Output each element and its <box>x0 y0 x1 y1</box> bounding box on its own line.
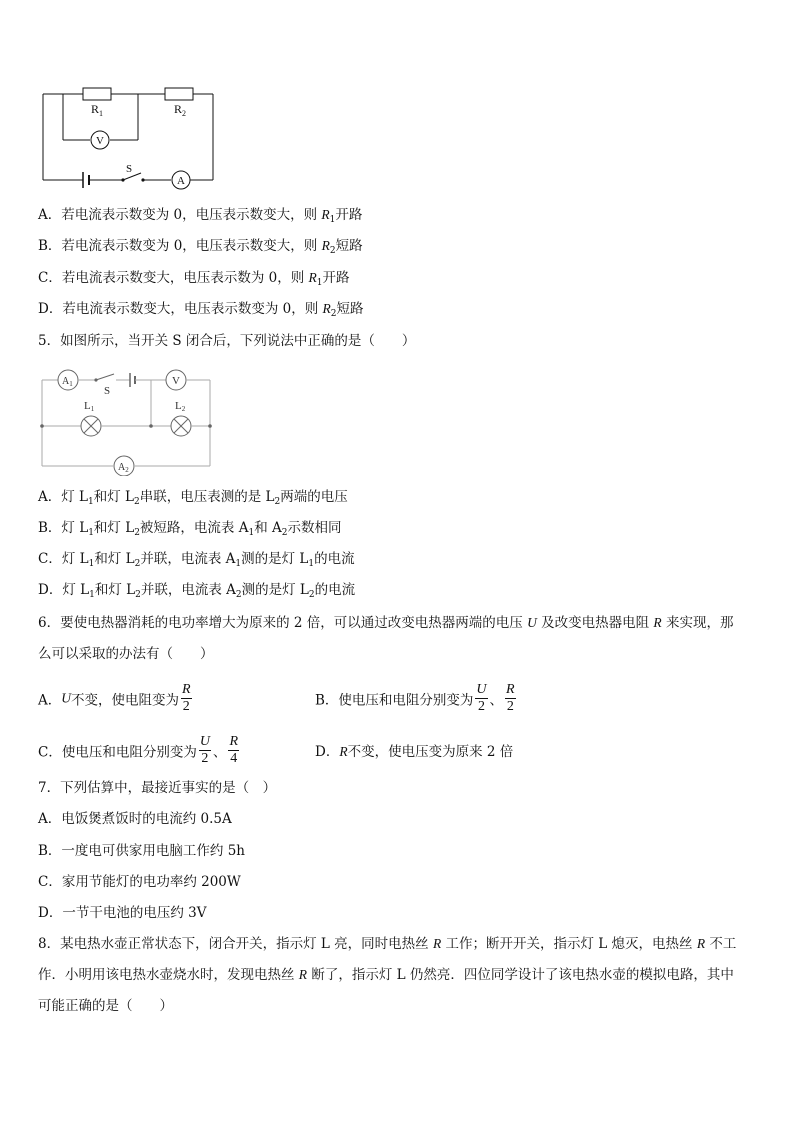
q5-stem: 5．如图所示，当开关 S 闭合后，下列说法中正确的是（ ） <box>38 333 416 349</box>
fraction-u-over-2: $\frac{U}{2}$ <box>476 682 487 714</box>
a2-label: A <box>118 462 126 473</box>
svg-text:L1 <box>84 400 95 413</box>
voltmeter-v-label: V <box>172 375 180 387</box>
l1-sub: 1 <box>90 405 95 413</box>
a1-label: A <box>62 376 70 387</box>
q7-option-b: B．一度电可供家用电脑工作约 5h <box>38 843 245 859</box>
q6-option-a: A．U不变，使电阻变为 $\frac{R}{2}$ <box>38 682 191 714</box>
circuit-figure-1 <box>38 82 218 190</box>
svg-text:R1 <box>91 102 103 118</box>
q5-option-c: C．灯 $L_1$和灯 $L_2$并联，电流表 $A_1$测的是灯 $L_1$的电流 <box>38 551 355 569</box>
q7-option-d: D．一节干电池的电压约 3V <box>38 905 207 921</box>
q7-option-c: C．家用节能灯的电功率约 200W <box>38 874 241 890</box>
voltmeter-label: V <box>96 135 104 147</box>
fraction-r-over-2: $\frac{R}{2}$ <box>182 682 191 714</box>
l2-label: L <box>175 400 182 412</box>
a1-sub: 1 <box>69 380 73 388</box>
q7-option-a: A．电饭煲煮饭时的电流约 0.5A <box>38 811 232 827</box>
q4-option-b: B．若电流表示数变为 0，电压表示数变大，则 $R_2$短路 <box>38 238 363 256</box>
fraction-r-over-2: $\frac{R}{2}$ <box>506 682 515 714</box>
svg-text:L2 <box>175 400 186 413</box>
q4-option-c: C．若电流表示数变大，电压表示数为 0，则 $R_1$开路 <box>38 270 350 288</box>
a2-sub: 2 <box>125 466 129 474</box>
svg-text:A2 <box>118 462 129 474</box>
q5-option-d: D．灯 $L_1$和灯 $L_2$并联，电流表 $A_2$测的是灯 $L_2$的电流 <box>38 582 356 600</box>
q5-option-b: B．灯 $L_1$和灯 $L_2$被短路，电流表 $A_1$和 $A_2$示数相同 <box>38 520 342 538</box>
q8-stem-line-2: 作．小明用该电热水壶烧水时，发现电热丝 R 断了，指示灯 L 仍然亮．四位同学设计了该电热水壶的模拟电路，其中 <box>38 967 734 983</box>
q6-option-c: C．使电压和电阻分别变为 $\frac{U}{2}$ 、 $\frac{R}{4}$ <box>38 734 239 766</box>
q6-option-d: D．R不变，使电压变为原来 2 倍 <box>315 744 514 760</box>
l1-label: L <box>84 400 91 412</box>
q5-option-a: A．灯 $L_1$和灯 $L_2$串联，电压表测的是 $L_2$两端的电压 <box>38 489 348 507</box>
fraction-r-over-4: $\frac{R}{4}$ <box>229 734 239 766</box>
q4-option-d: D．若电流表示数变大，电压表示数变为 0，则 $R_2$短路 <box>38 301 364 319</box>
svg-text:A1 <box>62 376 73 388</box>
r2-label: R <box>174 102 183 116</box>
switch-label: S <box>126 163 133 175</box>
q7-stem: 7．下列估算中，最接近事实的是（ ） <box>38 780 277 796</box>
q8-stem-line-3: 可能正确的是（ ） <box>38 998 173 1014</box>
circuit-figure-2 <box>38 366 218 476</box>
l2-sub: 2 <box>181 405 186 413</box>
svg-text:R2 <box>174 102 186 118</box>
q6-stem-line-2: 么可以采取的办法有（ ） <box>38 646 214 662</box>
r1-sub: 1 <box>99 109 104 118</box>
q4-option-a: A．若电流表示数变为 0，电压表示数变大，则 $R_1$开路 <box>38 207 363 225</box>
ammeter-label: A <box>177 175 185 187</box>
q6-stem-line-1: 6．要使电热器消耗的电功率增大为原来的 2 倍，可以通过改变电热器两端的电压 U 及改变电热器电阻 R 来实现，那 <box>38 615 734 631</box>
switch-s-label: S <box>104 385 111 397</box>
q8-stem-line-1: 8．某电热水壶正常状态下，闭合开关，指示灯 L 亮，同时电热丝 R 工作；断开开关，指示灯 L 熄灭，电热丝 R 不工 <box>38 936 737 952</box>
r1-label: R <box>91 102 100 116</box>
fraction-u-over-2: $\frac{U}{2}$ <box>199 734 210 766</box>
r2-sub: 2 <box>182 109 187 118</box>
q6-option-b: B．使电压和电阻分别变为 $\frac{U}{2}$ 、 $\frac{R}{2}$ <box>315 682 515 714</box>
